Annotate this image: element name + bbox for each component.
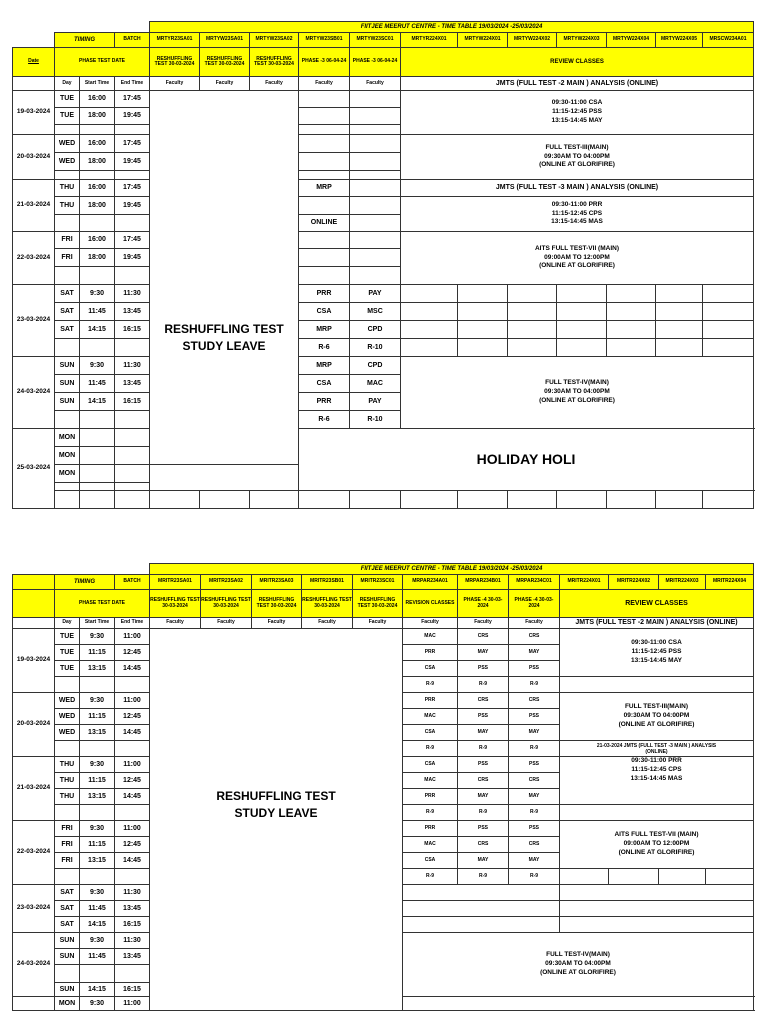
faculty-cell: R-9 (403, 741, 458, 757)
batch-code: MRSCW234A01 (703, 33, 754, 48)
date-cell: 24-03-2024 (13, 933, 55, 997)
review-note: 09:30-11:00 PRR 11:15-12:45 CPS 13:15-14:45 MAS (401, 197, 754, 232)
day-cell: THU (55, 197, 80, 215)
batch-code: MRITR23SA02 (201, 575, 252, 590)
start-time-cell: 11:15 (80, 773, 115, 789)
end-time-cell: 16:15 (115, 983, 150, 997)
batch-code: MRITR224X02 (609, 575, 659, 590)
faculty-cell: MAY (458, 725, 509, 741)
start-time-cell: 13:15 (80, 853, 115, 869)
faculty-cell: R-10 (350, 339, 401, 357)
batch-code: MRITR224X03 (659, 575, 706, 590)
end-time-cell: 17:45 (115, 135, 150, 153)
phase-test-date-header: PHASE TEST DATE (55, 48, 150, 77)
day-cell: WED (55, 693, 80, 709)
faculty-header: Faculty (150, 618, 201, 629)
date-cell: 21-03-2024 (13, 757, 55, 821)
batch-code: MRPAR234A01 (403, 575, 458, 590)
date-cell: 21-03-2024 (13, 180, 55, 232)
day-cell: TUE (55, 661, 80, 677)
faculty-cell: MAC (403, 773, 458, 789)
start-time-cell: 18:00 (80, 249, 115, 267)
review-note: FULL TEST-III(MAIN) 09:30AM TO 04:00PM (ONLINE AT GLORIFIRE) (401, 135, 754, 180)
faculty-cell: R-9 (403, 677, 458, 693)
faculty-cell: CSA (403, 725, 458, 741)
day-cell: SAT (55, 321, 80, 339)
batch-code: MRTYW23SA01 (200, 33, 250, 48)
faculty-cell: MAY (458, 853, 509, 869)
start-time-cell: 11:45 (80, 303, 115, 321)
start-time-cell: 9:30 (80, 357, 115, 375)
start-time-cell: 11:15 (80, 645, 115, 661)
start-time-header: Start Time (80, 618, 115, 629)
review-classes-header: REVIEW CLASSES (560, 590, 754, 618)
faculty-cell: MAY (509, 789, 560, 805)
faculty-cell: PAY (350, 393, 401, 411)
end-time-cell: 11:30 (115, 885, 150, 901)
batch-code: MRPAR234C01 (509, 575, 560, 590)
start-time-cell: 9:30 (80, 997, 115, 1011)
start-time-cell: 13:15 (80, 789, 115, 805)
end-time-cell: 14:45 (115, 661, 150, 677)
batch-code: MRTYW224X03 (557, 33, 607, 48)
batch-code: MRTYW23SA02 (250, 33, 299, 48)
faculty-cell: PSS (458, 661, 509, 677)
start-time-cell: 9:30 (80, 933, 115, 949)
start-time-cell: 16:00 (80, 135, 115, 153)
review-note: FULL TEST-III(MAIN) 09:30AM TO 04:00PM (ONLINE AT GLORIFIRE) (560, 693, 754, 741)
end-time-cell: 16:15 (115, 917, 150, 933)
start-time-cell: 14:15 (80, 321, 115, 339)
faculty-cell: R-9 (509, 869, 560, 885)
faculty-header: Faculty (299, 77, 350, 91)
start-time-cell: 11:45 (80, 375, 115, 393)
faculty-cell: R-9 (509, 805, 560, 821)
faculty-cell: R-10 (350, 411, 401, 429)
phase-cell: PHASE -3 06-04-24 (299, 48, 350, 77)
date-cell: 22-03-2024 (13, 232, 55, 285)
review-note: FULL TEST-IV(MAIN) 09:30AM TO 04:00PM (ONLINE AT GLORIFIRE) (403, 933, 754, 997)
day-cell: SAT (55, 285, 80, 303)
end-time-cell: 13:45 (115, 375, 150, 393)
faculty-cell: MAC (403, 629, 458, 645)
holiday-banner: HOLIDAY HOLI (299, 429, 754, 491)
batch-code: MRTYW224X01 (458, 33, 508, 48)
day-cell: THU (55, 773, 80, 789)
faculty-cell: R-6 (299, 339, 350, 357)
faculty-cell: CSA (403, 661, 458, 677)
date-cell: 19-03-2024 (13, 629, 55, 693)
end-time-cell: 17:45 (115, 232, 150, 249)
faculty-cell: CPD (350, 321, 401, 339)
date-cell: 20-03-2024 (13, 693, 55, 757)
table1-title: FIITJEE MEERUT CENTRE - TIME TABLE 19/03/2024 -25/03/2024 (150, 22, 754, 33)
faculty-cell: CRS (458, 629, 509, 645)
batch-header: BATCH (115, 575, 150, 590)
day-cell: SAT (55, 917, 80, 933)
day-cell: WED (55, 709, 80, 725)
end-time-cell: 17:45 (115, 91, 150, 108)
day-cell: SAT (55, 303, 80, 321)
day-cell: SUN (55, 393, 80, 411)
faculty-cell: R-6 (299, 411, 350, 429)
faculty-header: Faculty (458, 618, 509, 629)
end-time-cell: 12:45 (115, 837, 150, 853)
phase-cell: RESHUFFLING TEST 30-03-2024 (252, 590, 302, 618)
end-time-cell: 19:45 (115, 153, 150, 171)
reshuffling-note: RESHUFFLING TEST STUDY LEAVE (150, 91, 299, 465)
day-cell: MON (55, 465, 80, 483)
day-cell: FRI (55, 232, 80, 249)
end-time-cell: 14:45 (115, 725, 150, 741)
day-cell: TUE (55, 629, 80, 645)
start-time-cell: 9:30 (80, 693, 115, 709)
start-time-cell: 18:00 (80, 153, 115, 171)
date-cell: 23-03-2024 (13, 285, 55, 357)
faculty-cell: R-9 (458, 677, 509, 693)
faculty-cell: PRR (403, 821, 458, 837)
day-cell: SAT (55, 885, 80, 901)
day-cell: THU (55, 789, 80, 805)
start-time-cell: 14:15 (80, 983, 115, 997)
faculty-cell: MRP (299, 180, 350, 197)
batch-code: MRITR224X01 (560, 575, 609, 590)
end-time-cell: 12:45 (115, 773, 150, 789)
start-time-cell: 11:45 (80, 901, 115, 917)
phase-test-date-header: PHASE TEST DATE (55, 590, 150, 618)
day-cell: SUN (55, 357, 80, 375)
batch-code: MRITR23SA03 (252, 575, 302, 590)
batch-code: MRTYW23SC01 (350, 33, 401, 48)
day-cell: MON (55, 997, 80, 1011)
timing-header: TIMING (55, 575, 115, 590)
faculty-cell: MRP (299, 357, 350, 375)
faculty-cell: PRR (403, 789, 458, 805)
faculty-cell: PSS (458, 757, 509, 773)
start-time-cell: 9:30 (80, 885, 115, 901)
faculty-header: Faculty (252, 618, 302, 629)
day-cell: FRI (55, 249, 80, 267)
end-time-cell: 14:45 (115, 789, 150, 805)
end-time-cell: 11:30 (115, 357, 150, 375)
end-time-cell: 11:00 (115, 629, 150, 645)
day-cell: TUE (55, 91, 80, 108)
batch-code: MRTYR23SA01 (150, 33, 200, 48)
faculty-cell: CRS (509, 837, 560, 853)
end-time-cell: 17:45 (115, 180, 150, 197)
start-time-cell: 18:00 (80, 197, 115, 215)
faculty-cell: PSS (458, 821, 509, 837)
end-time-cell: 11:30 (115, 933, 150, 949)
batch-header: BATCH (115, 33, 150, 48)
review-note: AITS FULL TEST-VII (MAIN) 09:00AM TO 12:00PM (ONLINE AT GLORIFIRE) (560, 821, 754, 869)
end-time-cell: 11:00 (115, 757, 150, 773)
faculty-cell: R-9 (403, 869, 458, 885)
faculty-cell: PSS (509, 661, 560, 677)
start-time-cell: 14:15 (80, 393, 115, 411)
timetable-1 (12, 21, 754, 509)
faculty-cell: CRS (458, 693, 509, 709)
review-note: 21-03-2024 JMTS (FULL TEST -3 MAIN ) ANALYSIS (ONLINE) (560, 741, 754, 757)
faculty-cell: CSA (403, 757, 458, 773)
phase-cell: RESHUFFLING TEST 30-03-2024 (250, 48, 299, 77)
start-time-cell: 9:30 (80, 629, 115, 645)
faculty-cell: MAY (509, 725, 560, 741)
faculty-cell: MAC (403, 837, 458, 853)
end-time-cell: 14:45 (115, 853, 150, 869)
faculty-header: Faculty (350, 77, 401, 91)
faculty-cell: PSS (509, 757, 560, 773)
end-time-header: End Time (115, 618, 150, 629)
start-time-cell: 16:00 (80, 232, 115, 249)
date-cell: 22-03-2024 (13, 821, 55, 885)
day-cell: THU (55, 180, 80, 197)
faculty-header: Faculty (302, 618, 353, 629)
faculty-cell: ONLINE (299, 215, 350, 232)
date-cell: 23-03-2024 (13, 885, 55, 933)
day-cell: SAT (55, 901, 80, 917)
end-time-cell: 16:15 (115, 321, 150, 339)
end-time-cell: 11:30 (115, 285, 150, 303)
date-header: Date (13, 48, 55, 77)
faculty-header: Faculty (201, 618, 252, 629)
phase-cell: RESHUFFLING TEST 30-03-2024 (150, 48, 200, 77)
phase-cell: PHASE -4 30-03-2024 (458, 590, 509, 618)
review-note: 09:30-11:00 CSA 11:15-12:45 PSS 13:15-14:45 MAY (401, 91, 754, 135)
batch-code: MRITR23SA01 (150, 575, 201, 590)
review-note: 09:30-11:00 PRR 11:15-12:45 CPS 13:15-14:45 MAS (560, 757, 754, 805)
end-time-cell: 13:45 (115, 949, 150, 965)
start-time-header: Start Time (80, 77, 115, 91)
faculty-header: Faculty (150, 77, 200, 91)
start-time-cell: 9:30 (80, 285, 115, 303)
faculty-cell: R-9 (509, 677, 560, 693)
start-time-cell: 18:00 (80, 108, 115, 125)
faculty-cell: MAC (403, 709, 458, 725)
end-time-cell: 19:45 (115, 197, 150, 215)
end-time-cell: 19:45 (115, 249, 150, 267)
day-cell: FRI (55, 853, 80, 869)
faculty-cell: MAY (509, 645, 560, 661)
batch-code: MRPAR234B01 (458, 575, 509, 590)
end-time-cell: 13:45 (115, 901, 150, 917)
day-cell: TUE (55, 645, 80, 661)
batch-code: MRTYW224X05 (656, 33, 703, 48)
faculty-cell: PRR (403, 693, 458, 709)
faculty-cell: MSC (350, 303, 401, 321)
faculty-cell: PSS (509, 709, 560, 725)
start-time-cell: 13:15 (80, 661, 115, 677)
start-time-cell: 11:15 (80, 709, 115, 725)
faculty-cell: PRR (299, 393, 350, 411)
batch-code: MRITR224X04 (706, 575, 754, 590)
batch-code: MRITR23SB01 (302, 575, 353, 590)
phase-cell: RESHUFFLING TEST 30-03-2024 (200, 48, 250, 77)
phase-cell: PHASE -3 06-04-24 (350, 48, 401, 77)
faculty-cell: CRS (458, 773, 509, 789)
day-header: Day (55, 618, 80, 629)
review-note: 09:30-11:00 CSA 11:15-12:45 PSS 13:15-14:45 MAY (560, 629, 754, 677)
faculty-cell: PRR (403, 645, 458, 661)
faculty-cell: R-9 (458, 741, 509, 757)
faculty-cell: PRR (299, 285, 350, 303)
faculty-cell: R-9 (403, 805, 458, 821)
review-note: FULL TEST-IV(MAIN) 09:30AM TO 04:00PM (ONLINE AT GLORIFIRE) (401, 357, 754, 429)
start-time-cell: 16:00 (80, 91, 115, 108)
faculty-cell: R-9 (458, 869, 509, 885)
faculty-cell: MRP (299, 321, 350, 339)
phase-cell: RESHUFFLING TEST 30-03-2024 (353, 590, 403, 618)
start-time-cell: 11:45 (80, 949, 115, 965)
start-time-cell: 16:00 (80, 180, 115, 197)
faculty-cell: CPD (350, 357, 401, 375)
review-note: JMTS (FULL TEST -2 MAIN ) ANALYSIS (ONLINE) (560, 618, 754, 629)
faculty-cell: CRS (509, 693, 560, 709)
faculty-header: Faculty (200, 77, 250, 91)
review-classes-header: REVIEW CLASSES (401, 48, 754, 77)
date-cell: 20-03-2024 (13, 135, 55, 180)
start-time-cell: 9:30 (80, 821, 115, 837)
phase-cell: RESHUFFLING TEST 30-03-2024 (302, 590, 353, 618)
day-cell: WED (55, 135, 80, 153)
batch-code: MRTYW224X04 (607, 33, 656, 48)
end-time-cell: 13:45 (115, 303, 150, 321)
faculty-header: Faculty (509, 618, 560, 629)
end-time-cell: 11:00 (115, 997, 150, 1011)
phase-cell: PHASE -4 30-03-2024 (509, 590, 560, 618)
faculty-cell: CSA (299, 303, 350, 321)
day-cell: MON (55, 447, 80, 465)
day-cell: SUN (55, 949, 80, 965)
date-cell: 19-03-2024 (13, 91, 55, 135)
end-time-cell: 11:00 (115, 693, 150, 709)
faculty-cell: R-9 (458, 805, 509, 821)
faculty-header: Faculty (250, 77, 299, 91)
end-time-cell: 16:15 (115, 393, 150, 411)
faculty-cell: MAY (458, 789, 509, 805)
faculty-header: Faculty (353, 618, 403, 629)
end-time-cell: 11:00 (115, 821, 150, 837)
date-cell: 24-03-2024 (13, 357, 55, 429)
day-cell: WED (55, 153, 80, 171)
date-cell: 25-03-2024 (13, 429, 55, 509)
faculty-cell: MAY (458, 645, 509, 661)
start-time-cell: 13:15 (80, 725, 115, 741)
phase-cell: REVISION CLASSES (403, 590, 458, 618)
batch-code: MRITR23SC01 (353, 575, 403, 590)
day-cell: MON (55, 429, 80, 447)
phase-cell: RESHUFFLING TEST 30-03-2024 (201, 590, 252, 618)
day-cell: SUN (55, 375, 80, 393)
day-header: Day (55, 77, 80, 91)
start-time-cell: 9:30 (80, 757, 115, 773)
day-cell: THU (55, 757, 80, 773)
faculty-cell: PSS (458, 709, 509, 725)
day-cell: SUN (55, 933, 80, 949)
review-note: JMTS (FULL TEST -2 MAIN ) ANALYSIS (ONLINE) (401, 77, 754, 91)
batch-code: MRTYW224X02 (508, 33, 557, 48)
faculty-header: Faculty (403, 618, 458, 629)
phase-cell: RESHUFFLING TEST 30-03-2024 (150, 590, 201, 618)
day-cell: FRI (55, 821, 80, 837)
timing-header: TIMING (55, 33, 115, 48)
faculty-cell: CSA (299, 375, 350, 393)
end-time-cell: 12:45 (115, 709, 150, 725)
timetable-2 (12, 563, 754, 1011)
day-cell: SUN (55, 983, 80, 997)
faculty-cell: MAY (509, 853, 560, 869)
batch-code: MRTYW23SB01 (299, 33, 350, 48)
end-time-cell: 12:45 (115, 645, 150, 661)
faculty-cell: CRS (458, 837, 509, 853)
faculty-cell: CRS (509, 629, 560, 645)
batch-code: MRTYR224X01 (401, 33, 458, 48)
table2-title: FIITJEE MEERUT CENTRE - TIME TABLE 19/03/2024 -25/03/2024 (150, 564, 754, 575)
end-time-cell: 19:45 (115, 108, 150, 125)
day-cell: WED (55, 725, 80, 741)
review-note: JMTS (FULL TEST -3 MAIN ) ANALYSIS (ONLINE) (401, 180, 754, 197)
day-cell: TUE (55, 108, 80, 125)
end-time-header: End Time (115, 77, 150, 91)
faculty-cell: R-9 (509, 741, 560, 757)
faculty-cell: MAC (350, 375, 401, 393)
faculty-cell: PAY (350, 285, 401, 303)
start-time-cell: 14:15 (80, 917, 115, 933)
start-time-cell: 11:15 (80, 837, 115, 853)
reshuffling-note: RESHUFFLING TEST STUDY LEAVE (150, 629, 403, 1011)
faculty-cell: PSS (509, 821, 560, 837)
day-cell: FRI (55, 837, 80, 853)
review-note: AITS FULL TEST-VII (MAIN) 09:00AM TO 12:00PM (ONLINE AT GLORIFIRE) (401, 232, 754, 285)
faculty-cell: CRS (509, 773, 560, 789)
faculty-cell: CSA (403, 853, 458, 869)
